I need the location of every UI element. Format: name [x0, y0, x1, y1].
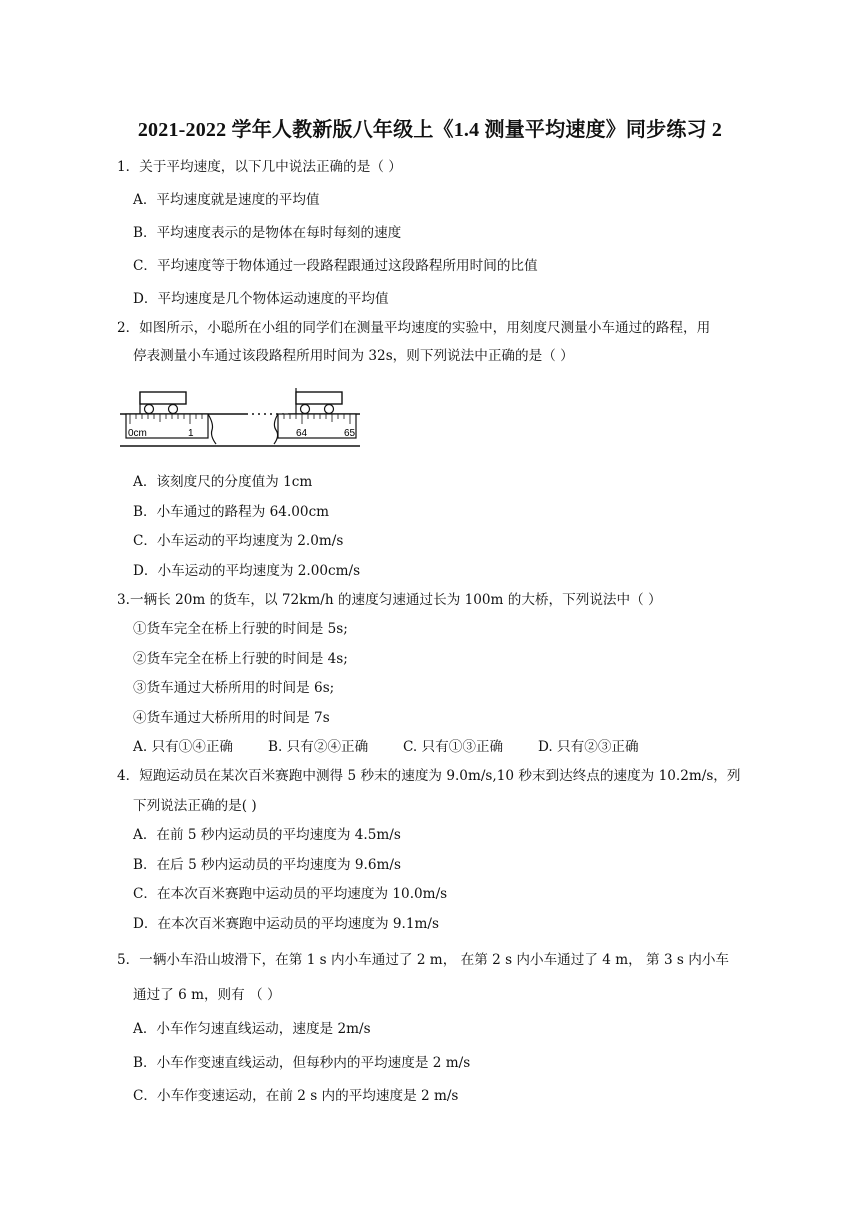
- q4-stem-line2: 下列说法正确的是( ): [133, 798, 257, 814]
- ruler-label-64: 64: [296, 428, 308, 439]
- q2-option-b: B．小车通过的路程为 64.00cm: [133, 504, 330, 520]
- q2-option-d: D．小车运动的平均速度为 2.00cm/s: [133, 563, 361, 579]
- q5-option-b: B．小车作变速直线运动，但每秒内的平均速度是 2 m/s: [133, 1055, 471, 1071]
- q3-option-c: C. 只有①③正确: [403, 739, 504, 755]
- q2-option-c: C．小车运动的平均速度为 2.0m/s: [133, 533, 344, 549]
- q3-option-b: B. 只有②④正确: [268, 739, 369, 755]
- ruler-label-0cm: 0cm: [128, 428, 147, 439]
- q3-option-a: A. 只有①④正确: [133, 739, 234, 755]
- q4-option-a: A．在前 5 秒内运动员的平均速度为 4.5m/s: [133, 827, 401, 843]
- q4-stem-line1: 4．短跑运动员在某次百米赛跑中测得 5 秒末的速度为 9.0m/s,10 秒末到达终点的速度为 10.2m/s，列: [117, 768, 741, 784]
- q3-option-d: D. 只有②③正确: [538, 739, 639, 755]
- q2-option-a: A．该刻度尺的分度值为 1cm: [133, 474, 313, 490]
- q3-stem: 3.一辆长 20m 的货车，以 72km/h 的速度匀速通过长为 100m 的大桥，下列说法中（ ）: [117, 592, 662, 608]
- q4-option-d: D．在本次百米赛跑中运动员的平均速度为 9.1m/s: [133, 916, 439, 932]
- q1-option-a: A．平均速度就是速度的平均值: [133, 192, 320, 208]
- ruler-cart-figure: [118, 378, 363, 448]
- q4-option-c: C．在本次百米赛跑中运动员的平均速度为 10.0m/s: [133, 886, 448, 902]
- page-title: 2021-2022 学年人教新版八年级上《1.4 测量平均速度》同步练习 2: [137, 119, 723, 141]
- q1-option-c: C．平均速度等于物体通过一段路程跟通过这段路程所用时间的比值: [133, 258, 538, 274]
- q3-statement-2: ②货车完全在桥上行驶的时间是 4s;: [133, 651, 348, 667]
- q1-option-d: D．平均速度是几个物体运动速度的平均值: [133, 291, 389, 307]
- q3-statement-4: ④货车通过大桥所用的时间是 7s: [133, 710, 330, 726]
- q5-stem-line2: 通过了 6 m，则有 （ ）: [133, 987, 281, 1003]
- q2-stem-line2: 停表测量小车通过该段路程所用时间为 32s，则下列说法中正确的是（ ）: [133, 348, 574, 364]
- q5-option-a: A．小车作匀速直线运动，速度是 2m/s: [133, 1021, 371, 1037]
- q3-statement-3: ③货车通过大桥所用的时间是 6s;: [133, 680, 335, 696]
- q4-option-b: B．在后 5 秒内运动员的平均速度为 9.6m/s: [133, 857, 401, 873]
- q5-option-c: C．小车作变速运动，在前 2 s 内的平均速度是 2 m/s: [133, 1088, 459, 1104]
- ruler-label-1: 1: [188, 428, 194, 439]
- q2-stem-line1: 2．如图所示，小聪所在小组的同学们在测量平均速度的实验中，用刻度尺测量小车通过的路程，用: [117, 320, 711, 336]
- q1-option-b: B．平均速度表示的是物体在每时每刻的速度: [133, 225, 402, 241]
- q5-stem-line1: 5．一辆小车沿山坡滑下，在第 1 s 内小车通过了 2 m， 在第 2 s 内小车通过了 4 m， 第 3 s 内小车: [117, 952, 730, 968]
- q1-stem: 1．关于平均速度，以下几中说法正确的是（ ）: [117, 159, 402, 175]
- ruler-label-65: 65: [344, 428, 356, 439]
- q3-options-row: [133, 737, 639, 757]
- q3-statement-1: ①货车完全在桥上行驶的时间是 5s;: [133, 621, 348, 637]
